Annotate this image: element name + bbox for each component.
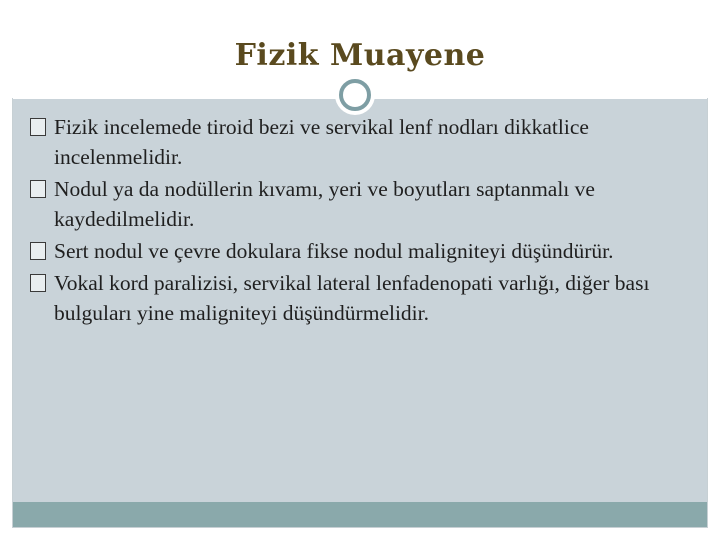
bullet-text: Nodul ya da nodüllerin kıvamı, yeri ve boyutları saptanmalı ve kaydedilmelidir. [54, 177, 595, 231]
square-bullet-icon [30, 242, 46, 260]
square-bullet-icon [30, 180, 46, 198]
bullet-item [30, 268, 690, 328]
bullet-text: Fizik incelemede tiroid bezi ve servikal lenf nodları dikkatlice incelenmelidir. [54, 115, 589, 169]
square-bullet-icon [30, 118, 46, 136]
slide-title: Fizik Muayene [234, 38, 486, 73]
bullet-text: Vokal kord paralizisi, servikal lateral lenfadenopati varlığı, diğer bası bulguları yine maligniteyi düşündürmelidir. [54, 271, 650, 325]
bullet-text: Sert nodul ve çevre dokulara fikse nodul maligniteyi düşündürür. [54, 239, 614, 263]
square-bullet-icon [30, 274, 46, 292]
bullet-item [30, 236, 690, 266]
bullet-list [30, 112, 690, 330]
bullet-item [30, 174, 690, 234]
bottom-accent-bar [13, 502, 707, 527]
circle-ring-icon [339, 79, 371, 111]
bullet-item [30, 112, 690, 172]
